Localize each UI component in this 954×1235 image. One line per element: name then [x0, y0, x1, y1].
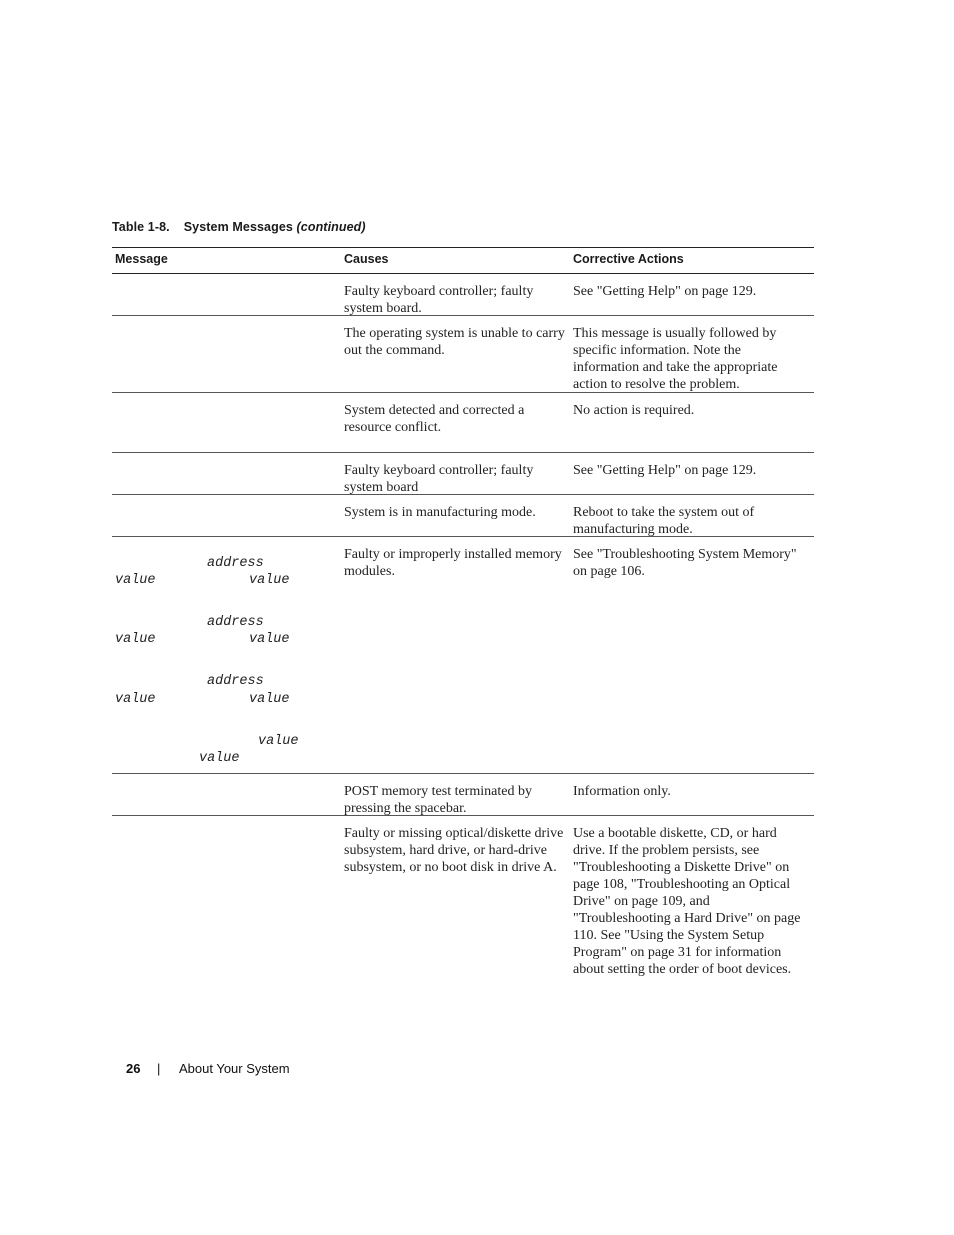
table-row — [112, 393, 814, 453]
system-messages-table — [112, 247, 814, 986]
table-continued: (continued) — [296, 220, 366, 234]
action-cell: See "Troubleshooting System Memory" on page 106. — [573, 547, 797, 579]
table-caption — [112, 220, 366, 234]
page-number: 26 — [126, 1061, 141, 1076]
cause-cell: Faulty or improperly installed memory modules. — [344, 547, 562, 579]
table-header — [112, 248, 814, 274]
address-placeholder: address — [207, 615, 264, 630]
header-causes: Causes — [344, 252, 389, 266]
value-placeholder: value — [249, 692, 290, 707]
action-cell: See "Getting Help" on page 129. — [573, 284, 757, 299]
cause-cell: The operating system is unable to carry out the command. — [344, 326, 565, 358]
value-placeholder: value — [249, 632, 290, 647]
value-placeholder: value — [199, 751, 240, 766]
action-cell: See "Getting Help" on page 129. — [573, 463, 757, 478]
action-cell: Information only. — [573, 784, 671, 799]
cause-cell: POST memory test terminated by pressing the spacebar. — [344, 784, 532, 816]
section-title: About Your System — [179, 1061, 290, 1076]
table-number: Table 1-8. — [112, 220, 170, 234]
table-row — [112, 537, 814, 774]
cause-cell: Faulty keyboard controller; faulty system board — [344, 463, 534, 495]
address-placeholder: address — [207, 674, 264, 689]
address-placeholder: address — [207, 556, 264, 571]
table-title: System Messages — [183, 220, 293, 234]
action-cell: Reboot to take the system out of manufacturing mode. — [573, 505, 755, 537]
action-cell: No action is required. — [573, 403, 695, 418]
cause-cell: Faulty or missing optical/diskette drive subsystem, hard drive, or hard-drive subsystem, or no boot disk in drive A. — [344, 826, 564, 875]
header-message: Message — [115, 252, 168, 266]
table-row — [112, 774, 814, 816]
table-row — [112, 453, 814, 495]
value-placeholder: value — [115, 692, 156, 707]
value-placeholder: value — [115, 632, 156, 647]
value-placeholder: value — [115, 573, 156, 588]
action-cell: Use a bootable diskette, CD, or hard drive. If the problem persists, see "Troubleshooting a Diskette Drive" on page 108, "Troubleshooting an Optical Drive" on page 109, and "Troubleshooting a Hard Drive" on page 110. See "Using the System Setup Program" on page 31 for information about setting the order of boot devices. — [573, 826, 801, 977]
footer-separator: | — [157, 1061, 161, 1076]
table-row — [112, 316, 814, 393]
table-row — [112, 816, 814, 986]
value-placeholder: value — [258, 734, 299, 749]
table-row — [112, 495, 814, 537]
cause-cell: System detected and corrected a resource conflict. — [344, 403, 525, 435]
cause-cell: System is in manufacturing mode. — [344, 505, 536, 520]
header-actions: Corrective Actions — [573, 252, 684, 266]
value-placeholder: value — [249, 573, 290, 588]
cause-cell: Faulty keyboard controller; faulty system board. — [344, 284, 534, 316]
action-cell: This message is usually followed by specific information. Note the information and take the appropriate action to resolve the problem. — [573, 326, 778, 392]
table-row — [112, 274, 814, 316]
